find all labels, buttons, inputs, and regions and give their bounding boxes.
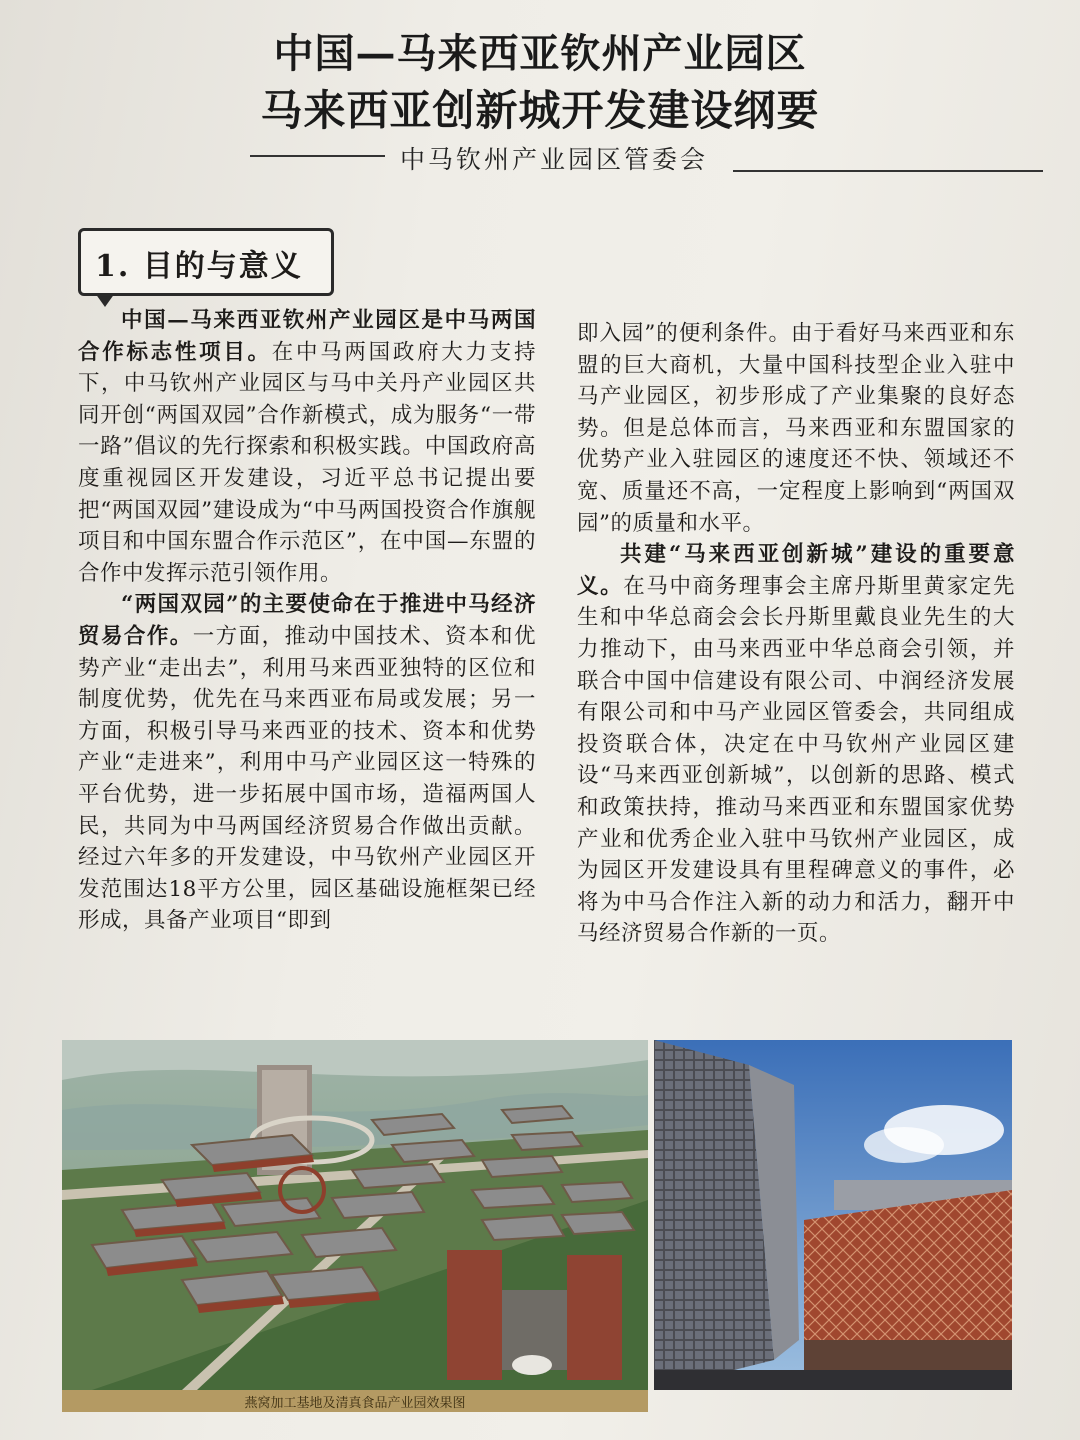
byline-row xyxy=(250,140,1040,180)
innovation-city-rendering xyxy=(654,1040,1012,1390)
paragraph-lead: 中国—马来西亚钦州产业园区是中马两国合作标志性项目。 xyxy=(78,308,536,365)
paragraph-body: 在马中商务理事会主席丹斯里黄家定先生和中华总商会会长丹斯里戴良业先生的大力推动下，由马来西亚中华总商会引领，并联合中国中信建设有限公司、中润经济发展有限公司和中马产业园区管委会，共同组成投资联合体，决定在中马钦州产业园区建设“马来西亚创新城”，以创新的思路、模式和政策扶持，推动马来西亚和东盟国家优势产业和优秀企业入驻中马钦州产业园区，成为园区开发建设具有里程碑意义的事件，必将为中马合作注入新的动力和活力，翻开中马经济贸易合作新的一页。 xyxy=(577,573,1015,947)
left-column xyxy=(78,305,536,937)
byline-rule-left xyxy=(250,155,385,157)
right-column xyxy=(577,318,1015,950)
paragraph xyxy=(577,318,1015,539)
paragraph xyxy=(78,305,536,589)
byline-rule-right xyxy=(733,170,1043,172)
section-heading-box xyxy=(78,228,334,296)
section-title: 1. 目的与意义 xyxy=(95,249,303,284)
title-line-2: 马来西亚创新城开发建设纲要 xyxy=(260,86,820,135)
title-line-1: 中国—马来西亚钦州产业园区 xyxy=(273,30,807,77)
paragraph-lead: 共建“马来西亚创新城”建设的重要意义。 xyxy=(577,542,1015,599)
image-caption: 燕窝加工基地及清真食品产业园效果图 xyxy=(244,1396,466,1411)
paragraph-body: 在中马两国政府大力支持下，中马钦州产业园区与马中关丹产业园区共同开创“两国双园”合作新模式，成为服务“一带一路”倡议的先行探索和积极实践。中国政府高度重视园区开发建设，习近平总书记提出要把“两国双园”建设成为“中马两国投资合作旗舰项目和中国东盟合作示范区”，在中国—东盟的合作中发挥示范引领作用。 xyxy=(78,339,536,586)
paragraph-lead: “两国双园”的主要使命在于推进中马经济贸易合作。 xyxy=(78,592,536,649)
paragraph-body: 即入园”的便利条件。由于看好马来西亚和东盟的巨大商机，大量中国科技型企业入驻中马产业园区，初步形成了产业集聚的良好态势。但是总体而言，马来西亚和东盟国家的优势产业入驻园区的速度还不快、领域还不宽、质量还不高，一定程度上影响到“两国双园”的质量和水平。 xyxy=(577,321,1015,536)
byline: 中马钦州产业园区管委会 xyxy=(400,145,709,174)
paragraph-body: 一方面，推动中国技术、资本和优势产业“走出去”，利用马来西亚独特的区位和制度优势，优先在马来西亚布局或发展；另一方面，积极引导马来西亚的技术、资本和优势产业“走进来”，利用中马产业园区这一特殊的平台优势，进一步拓展中国市场，造福两国人民，共同为中马两国经济贸易合作做出贡献。经过六年多的开发建设，中马钦州产业园区开发范围达18平方公里，园区基础设施框架已经形成，具备产业项目“即到 xyxy=(78,623,536,934)
paragraph xyxy=(577,539,1015,950)
paragraph xyxy=(78,589,536,937)
image-caption-bar xyxy=(62,1390,648,1412)
park-aerial-rendering xyxy=(62,1040,648,1390)
